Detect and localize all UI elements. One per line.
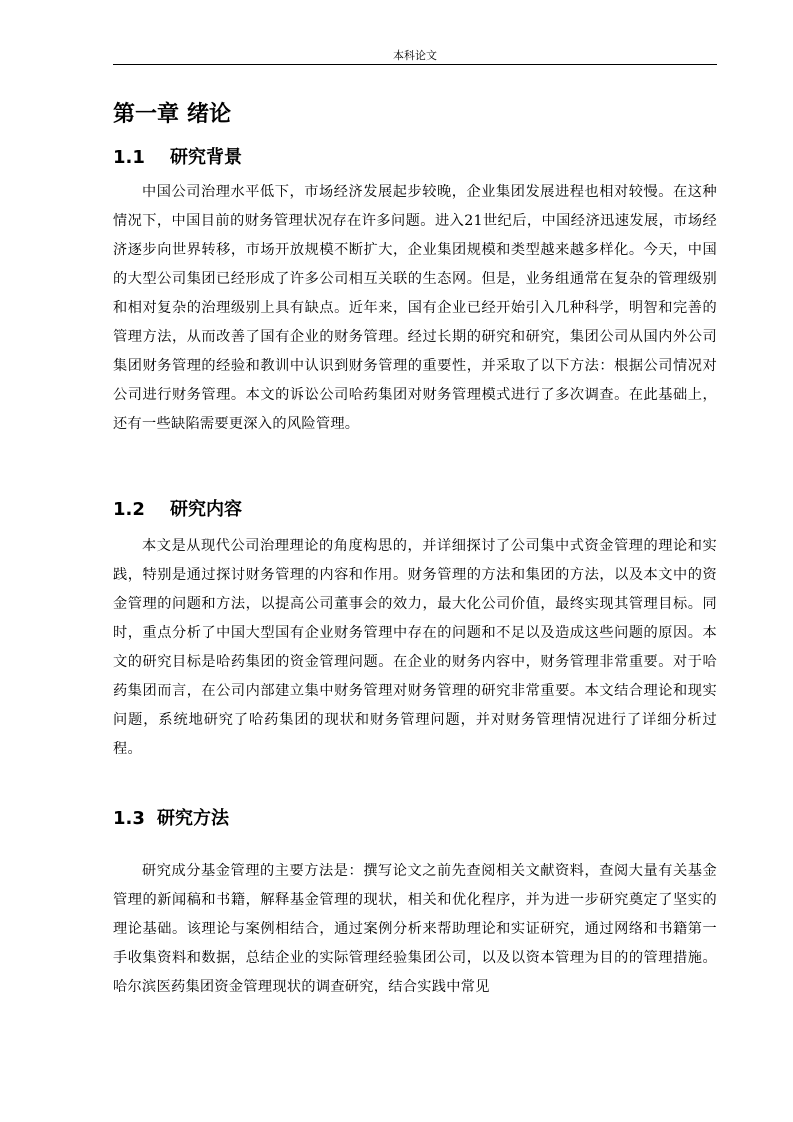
section-number: 1.1: [113, 147, 145, 168]
section-title: 研究背景: [170, 147, 242, 168]
section-title: 研究方法: [157, 808, 229, 829]
section-1-2-paragraph: 本文是从现代公司治理理论的角度构思的，并详细探讨了公司集中式资金管理的理论和实践，特别是通过探讨财务管理的内容和作用。财务管理的方法和集团的方法，以及本文中的资金管理的问题和方法，以提高公司董事会的效力，最大化公司价值，最终实现其管理目标。同时，重点分析了中国大型国有企业财务管理中存在的问题和不足以及造成这些问题的原因。本文的研究目标是哈药集团的资金管理问题。在企业的财务内容中，财务管理非常重要。对于哈药集团而言，在公司内部建立集中财务管理对财务管理的研究非常重要。本文结合理论和现实问题，系统地研究了哈药集团的现状和财务管理问题，并对财务管理情况进行了详细分析过程。: [113, 538, 717, 757]
chapter-title: [113, 100, 231, 130]
section-heading-1-2: [113, 497, 242, 523]
chapter-number: 第一章: [113, 102, 180, 127]
section-title: 研究内容: [170, 499, 242, 520]
section-1-1-paragraph: 中国公司治理水平低下，市场经济发展起步较晚，企业集团发展进程也相对较慢。在这种情况下，中国目前的财务管理状况存在许多问题。进入21世纪后，中国经济迅速发展，市场经济逐步向世界转移，市场开放规模不断扩大，企业集团规模和类型越来越多样化。今天，中国的大型公司集团已经形成了许多公司相互关联的生态网。但是，业务组通常在复杂的管理级别和相对复杂的治理级别上具有缺点。近年来，国有企业已经开始引入几种科学，明智和完善的管理方法，从而改善了国有企业的财务管理。经过长期的研究和研究，集团公司从国内外公司集团财务管理的经验和教训中认识到财务管理的重要性，并采取了以下方法：根据公司情况对公司进行财务管理。本文的诉讼公司哈药集团对财务管理模式进行了多次调查。在此基础上，还有一些缺陷需要更深入的风险管理。: [113, 184, 717, 432]
section-number: 1.3: [113, 808, 145, 829]
section-heading-1-3: [113, 806, 229, 832]
section-number: 1.2: [113, 499, 145, 520]
running-header: 本科论文: [393, 49, 437, 62]
header-rule: [113, 64, 717, 65]
section-1-3-paragraph: 研究成分基金管理的主要方法是：撰写论文之前先查阅相关文献资料，查阅大量有关基金管理的新闻稿和书籍，解释基金管理的现状，相关和优化程序，并为进一步研究奠定了坚实的理论基础。该理论与案例相结合，通过案例分析来帮助理论和实证研究，通过网络和书籍第一手收集资料和数据，总结企业的实际管理经验集团公司，以及以资本管理为目的的管理措施。哈尔滨医药集团资金管理现状的调查研究，结合实践中常见: [113, 863, 717, 995]
section-heading-1-1: [113, 145, 242, 171]
chapter-name: 绪论: [187, 102, 232, 127]
